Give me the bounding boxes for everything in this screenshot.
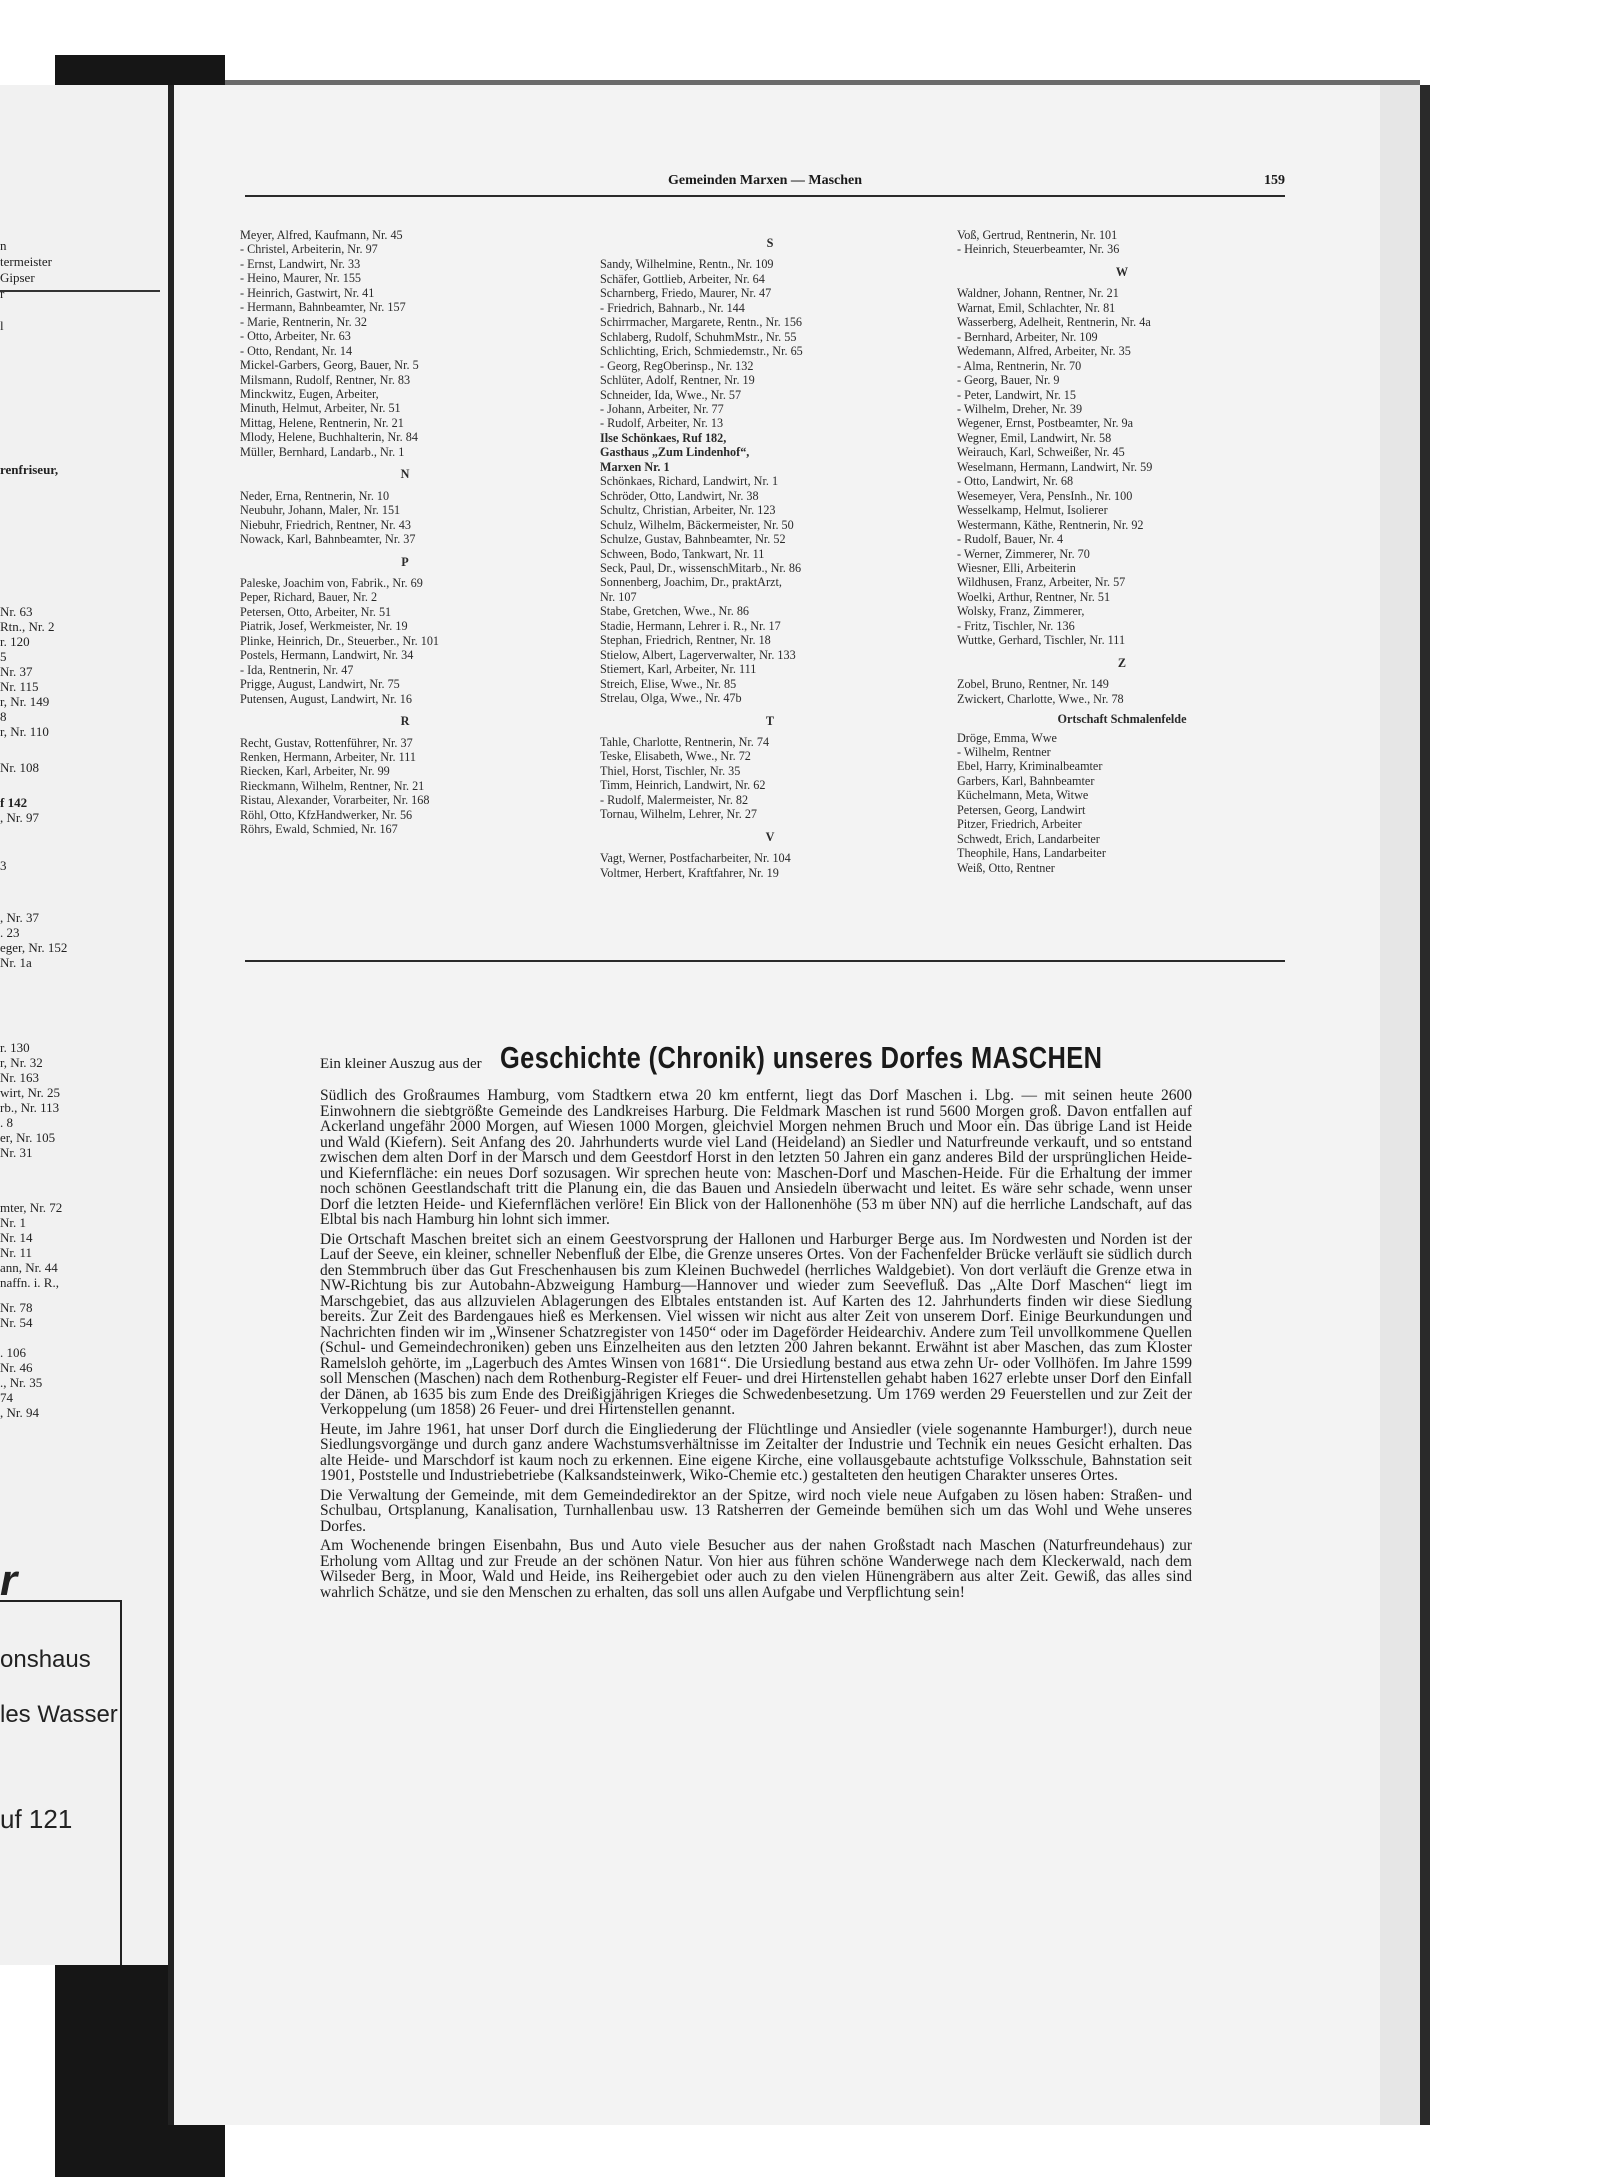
directory-entry: Tornau, Wilhelm, Lehrer, Nr. 27 — [600, 807, 758, 822]
directory-entry: Stadie, Hermann, Lehrer i. R., Nr. 17 — [600, 618, 781, 633]
directory-entry: - Rudolf, Malermeister, Nr. 82 — [600, 792, 749, 807]
directory-entry: - Georg, RegOberinsp., Nr. 132 — [600, 358, 754, 373]
directory-entry: Schirrmacher, Margarete, Rentn., Nr. 156 — [600, 315, 803, 330]
left-page-ad-text: uf 121 — [0, 1804, 73, 1834]
directory-entry: Meyer, Alfred, Kaufmann, Nr. 45 — [240, 228, 403, 242]
advert-entry: Marxen Nr. 1 — [600, 459, 670, 474]
subsection-heading: Ortschaft Schmalenfelde — [1057, 712, 1187, 727]
letter-heading: W — [1115, 264, 1129, 279]
directory-entry: Voß, Gertrud, Rentnerin, Nr. 101 — [957, 228, 1118, 242]
left-page-ad-text: les Wasser — [0, 1701, 118, 1728]
left-page-line: wirt, Nr. 25 — [0, 1085, 60, 1100]
directory-column-2 — [600, 228, 940, 880]
chronicle-paragraph: Südlich des Großraumes Hamburg, vom Stadtkern etwa 20 km entfernt, liegt das Dorf Maschen i. Lbg. — mit seinen heute 2600 Einwohnern die siebtgrößte Gemeinde des Landkreises Harburg. Die Feldmark Maschen ist rund 5600 Morgen groß. Davon entfallen auf Ackerland ungefähr 2000 Morgen, auf Wiesen 1000 Morgen, gleichviel Morgen nehmen Bruch und Moor ein. Das übrige Land ist Heide und Wald (Kiefern). Seit Anfang des 20. Jahrhunderts wurde viel Land (Heideland) an Siedler und Naturfreunde verkauft, und so entstand zwischen dem alten Dorf in der Marsch und dem Geestdorf Horst in den letzten 50 Jahren ein ganz anderes Bild der ursprünglichen Heide- und Kiefernfläche: ein neues Dorf sozusagen. Wir sprechen heute von: Maschen-Dorf und Maschen-Heide. Für die Erhaltung der immer noch schönen Geestlandschaft tritt die Planung ein, die das Bauen und Ansiedeln überwacht und leitet. Es wäre sehr schade, wenn unser Dorf die letzten Heide- und Kiefernflächen verlöre! Ein Blick von der Hallonenhöhe (53 m über NN) auf die herrliche Landschaft, auf das Elbtal bis nach Hamburg hin lohnt sich immer. — [320, 1087, 1192, 1228]
directory-entry: Woelki, Arthur, Rentner, Nr. 51 — [957, 589, 1111, 604]
directory-entry: - Georg, Bauer, Nr. 9 — [957, 373, 1060, 388]
left-page-line: Nr. 11 — [0, 1245, 33, 1260]
directory-entry: Röhl, Otto, KfzHandwerker, Nr. 56 — [240, 807, 413, 822]
directory-entry: - Heino, Maurer, Nr. 155 — [240, 271, 362, 286]
directory-entry: Stiemert, Karl, Arbeiter, Nr. 111 — [600, 662, 757, 677]
directory-entry: Streich, Elise, Wwe., Nr. 85 — [600, 676, 737, 691]
left-page-line: 74 — [0, 1390, 13, 1405]
left-page-line: l — [0, 318, 4, 333]
directory-entry: Vagt, Werner, Postfacharbeiter, Nr. 104 — [600, 851, 791, 866]
left-page-ad-text: r — [0, 1556, 18, 1605]
left-page-line: renfriseur, — [0, 462, 59, 477]
letter-heading: T — [765, 713, 775, 728]
directory-entry: Nr. 107 — [600, 589, 637, 604]
directory-entry: Westermann, Käthe, Rentnerin, Nr. 92 — [957, 517, 1144, 532]
directory-entry: Riecken, Karl, Arbeiter, Nr. 99 — [240, 764, 390, 779]
chronicle-paragraph: Am Wochenende bringen Eisenbahn, Bus und Auto viele Besucher aus der nahen Großstadt nach Maschen (Naturfreundehaus) zur Erholung vom Alltag und zur Freude an der schönen Natur. Von hier aus führen schöne Wanderwege nach dem Kleckerwald, nach dem Wilseder Berg, in Moor, Wald und Heide, ins Reihergebiet oder auch zu den vielen Hünengräbern aus alter Zeit. Gewiß, das alles sind wahrlich Schätze, und sie den Menschen zu erhalten, das soll uns allen Aufgabe und Verpflichtung sein! — [320, 1537, 1192, 1601]
directory-entry: Theophile, Hans, Landarbeiter — [957, 846, 1106, 861]
left-page-line: er, Nr. 105 — [0, 1130, 56, 1145]
directory-entry: - Otto, Rendant, Nr. 14 — [240, 343, 353, 358]
directory-entry: Küchelmann, Meta, Witwe — [957, 788, 1089, 803]
directory-entry: - Johann, Arbeiter, Nr. 77 — [600, 401, 724, 416]
directory-entry: Postels, Hermann, Landwirt, Nr. 34 — [240, 648, 414, 663]
directory-entry: Warnat, Emil, Schlachter, Nr. 81 — [957, 300, 1116, 315]
directory-entry: - Alma, Rentnerin, Nr. 70 — [957, 358, 1082, 373]
directory-entry: Wegner, Emil, Landwirt, Nr. 58 — [957, 430, 1112, 445]
directory-column-3 — [957, 228, 1287, 875]
directory-entry: Weselmann, Hermann, Landwirt, Nr. 59 — [957, 459, 1153, 474]
directory-entry: Piatrik, Josef, Werkmeister, Nr. 19 — [240, 619, 408, 634]
directory-entry: Waldner, Johann, Rentner, Nr. 21 — [957, 286, 1119, 301]
directory-entry: Zwickert, Charlotte, Wwe., Nr. 78 — [957, 691, 1124, 706]
left-page-line: Nr. 108 — [0, 760, 39, 775]
header-title: Gemeinden Marxen — Maschen — [667, 173, 863, 188]
right-edge-strip — [1420, 85, 1430, 2125]
header-rule — [245, 195, 1285, 197]
letter-heading: Z — [1117, 655, 1127, 670]
directory-entry: Putensen, August, Landwirt, Nr. 16 — [240, 691, 412, 706]
left-page-line: Nr. 54 — [0, 1315, 33, 1330]
directory-entry: Niebuhr, Friedrich, Rentner, Nr. 43 — [240, 517, 411, 532]
letter-heading: P — [401, 554, 409, 569]
left-page-line: r. 120 — [0, 634, 30, 649]
directory-entry: Minuth, Helmut, Arbeiter, Nr. 51 — [240, 401, 401, 416]
left-page-ad-text: onshaus — [0, 1646, 91, 1673]
directory-entry: Weiß, Otto, Rentner — [957, 860, 1055, 875]
left-page-line: ann, Nr. 44 — [0, 1260, 58, 1275]
left-page-line: Nr. 1a — [0, 955, 32, 970]
directory-entry: Schröder, Otto, Landwirt, Nr. 38 — [600, 488, 759, 503]
left-page-line: f 142 — [0, 795, 28, 810]
directory-entry: Müller, Bernhard, Landarb., Nr. 1 — [240, 444, 405, 459]
directory-entry: Neubuhr, Johann, Maler, Nr. 151 — [240, 503, 401, 518]
directory-entry: Mickel-Garbers, Georg, Bauer, Nr. 5 — [240, 358, 419, 373]
left-page-line: eger, Nr. 152 — [0, 940, 68, 955]
directory-entry: Schönkaes, Richard, Landwirt, Nr. 1 — [600, 474, 779, 489]
left-page-line: Nr. 163 — [0, 1070, 39, 1085]
directory-entry: Wegener, Ernst, Postbeamter, Nr. 9a — [957, 416, 1134, 431]
left-page-line: r. 130 — [0, 1040, 30, 1055]
directory-entry: Wedemann, Alfred, Arbeiter, Nr. 35 — [957, 344, 1131, 359]
directory-entry: - Hermann, Bahnbeamter, Nr. 157 — [240, 300, 406, 315]
directory-entry: Schneider, Ida, Wwe., Nr. 57 — [600, 387, 742, 402]
directory-entry: Schween, Bodo, Tankwart, Nr. 11 — [600, 546, 765, 561]
directory-entry: Renken, Hermann, Arbeiter, Nr. 111 — [240, 749, 416, 764]
directory-entry: Ebel, Harry, Kriminalbeamter — [957, 759, 1103, 774]
directory-entry: Schlüter, Adolf, Rentner, Nr. 19 — [600, 373, 755, 388]
left-page-line: rb., Nr. 113 — [0, 1100, 60, 1115]
directory-entry: Sandy, Wilhelmine, Rentn., Nr. 109 — [600, 257, 774, 272]
directory-entry: Stabe, Gretchen, Wwe., Nr. 86 — [600, 604, 750, 619]
directory-entry: Dröge, Emma, Wwe — [957, 730, 1057, 745]
directory-column-1 — [240, 228, 570, 837]
left-page-line: n — [0, 238, 7, 253]
directory-entry: Prigge, August, Landwirt, Nr. 75 — [240, 677, 400, 692]
directory-entry: Schulze, Gustav, Bahnbeamter, Nr. 52 — [600, 532, 786, 547]
directory-entry: Schulz, Wilhelm, Bäckermeister, Nr. 50 — [600, 517, 794, 532]
left-page-line: r — [0, 286, 5, 301]
letter-heading: R — [400, 714, 410, 729]
directory-entry: Teske, Elisabeth, Wwe., Nr. 72 — [600, 749, 751, 764]
directory-entry: Garbers, Karl, Bahnbeamter — [957, 773, 1095, 788]
advert-entry: Gasthaus „Zum Lindenhof“, — [600, 445, 750, 460]
left-page-line: 3 — [0, 858, 7, 873]
directory-entry: Minckwitz, Eugen, Arbeiter, — [240, 386, 379, 401]
left-page-line: Nr. 31 — [0, 1145, 33, 1160]
left-page-line: ., Nr. 35 — [0, 1375, 43, 1390]
directory-entry: Recht, Gustav, Rottenführer, Nr. 37 — [240, 735, 413, 750]
directory-entry: - Rudolf, Bauer, Nr. 4 — [957, 532, 1064, 547]
directory-entry: Schäfer, Gottlieb, Arbeiter, Nr. 64 — [600, 271, 765, 286]
left-page-line: , Nr. 94 — [0, 1405, 39, 1420]
letter-heading: N — [400, 467, 410, 482]
directory-entry: - Heinrich, Steuerbeamter, Nr. 36 — [957, 242, 1120, 257]
left-page-line: Nr. 37 — [0, 664, 33, 679]
left-page-line: , Nr. 97 — [0, 810, 39, 825]
directory-entry: - Rudolf, Arbeiter, Nr. 13 — [600, 416, 724, 431]
letter-heading: S — [766, 236, 774, 250]
left-page-line: Nr. 46 — [0, 1360, 33, 1375]
directory-entry: Wesselkamp, Helmut, Isolierer — [957, 503, 1108, 518]
right-margin — [1380, 85, 1420, 2125]
directory-entry: Seck, Paul, Dr., wissenschMitarb., Nr. 86 — [600, 560, 802, 575]
directory-entry: - Wilhelm, Rentner — [957, 744, 1051, 759]
chronicle-paragraph: Die Verwaltung der Gemeinde, mit dem Gemeindedirektor an der Spitze, wird noch viele neue Aufgaben zu lösen haben: Straßen- und Schulbau, Ortsplanung, Kanalisation, Turnhallenbau usw. 13 Ratsherren der Gemeinde bemühen sich um das Wohl und Wehe unseres Dorfes. — [320, 1486, 1192, 1535]
directory-entry: - Bernhard, Arbeiter, Nr. 109 — [957, 329, 1098, 344]
chronicle-heading — [320, 1040, 1280, 1076]
directory-entry: - Ida, Rentnerin, Nr. 47 — [240, 662, 354, 677]
directory-entry: - Fritz, Tischler, Nr. 136 — [957, 618, 1075, 633]
directory-entry: Wesemeyer, Vera, PensInh., Nr. 100 — [957, 488, 1133, 503]
left-page-line: Nr. 14 — [0, 1230, 33, 1245]
directory-entry: Wildhusen, Franz, Arbeiter, Nr. 57 — [957, 575, 1126, 590]
chronicle-body — [320, 1088, 1192, 1604]
directory-entry: Peper, Richard, Bauer, Nr. 2 — [240, 590, 378, 605]
directory-entry: Rieckmann, Wilhelm, Rentner, Nr. 21 — [240, 778, 425, 793]
directory-entry: Schlichting, Erich, Schmiedemstr., Nr. 65 — [600, 344, 803, 359]
directory-entry: Wuttke, Gerhard, Tischler, Nr. 111 — [957, 633, 1126, 648]
chronicle-pre-title: Ein kleiner Auszug aus der — [320, 1056, 482, 1072]
directory-entry: Schultz, Christian, Arbeiter, Nr. 123 — [600, 503, 776, 518]
directory-entry: Petersen, Georg, Landwirt — [957, 802, 1086, 817]
left-page-line: r, Nr. 110 — [0, 724, 49, 739]
directory-entry: Neder, Erna, Rentnerin, Nr. 10 — [240, 488, 390, 503]
directory-entry: Röhrs, Ewald, Schmied, Nr. 167 — [240, 822, 398, 837]
directory-entry: Schwedt, Erich, Landarbeiter — [957, 831, 1100, 846]
directory-entry: Nowack, Karl, Bahnbeamter, Nr. 37 — [240, 532, 416, 547]
directory-entry: - Peter, Landwirt, Nr. 15 — [957, 387, 1076, 402]
directory-entry: Ristau, Alexander, Vorarbeiter, Nr. 168 — [240, 793, 430, 808]
directory-entry: - Heinrich, Gastwirt, Nr. 41 — [240, 285, 375, 300]
directory-entry: - Friedrich, Bahnarb., Nr. 144 — [600, 300, 745, 315]
letter-heading: V — [765, 829, 775, 844]
directory-entry: Pitzer, Friedrich, Arbeiter — [957, 817, 1082, 832]
directory-entry: Scharnberg, Friedo, Maurer, Nr. 47 — [600, 286, 772, 301]
advert-entry: Ilse Schönkaes, Ruf 182, — [600, 430, 727, 445]
left-page-line: Nr. 63 — [0, 604, 33, 619]
left-page-line: r, Nr. 149 — [0, 694, 50, 709]
left-page-line: naffn. i. R., — [0, 1275, 59, 1290]
left-page-line: 8 — [0, 709, 7, 724]
directory-entry: Petersen, Otto, Arbeiter, Nr. 51 — [240, 604, 392, 619]
directory-entry: Strelau, Olga, Wwe., Nr. 47b — [600, 691, 742, 706]
directory-entry: - Marie, Rentnerin, Nr. 32 — [240, 314, 367, 329]
directory-entry: Sonnenberg, Joachim, Dr., praktArzt, — [600, 575, 782, 590]
left-page-line: . 23 — [0, 925, 20, 940]
directory-entry: Stielow, Albert, Lagerverwalter, Nr. 133 — [600, 647, 796, 662]
left-page-line: mter, Nr. 72 — [0, 1200, 63, 1215]
directory-entry: Plinke, Heinrich, Dr., Steuerber., Nr. 101 — [240, 633, 440, 648]
left-page-line: , Nr. 37 — [0, 910, 39, 925]
directory-entry: Tahle, Charlotte, Rentnerin, Nr. 74 — [600, 734, 770, 749]
left-page-line: Nr. 1 — [0, 1215, 26, 1230]
directory-entry: Voltmer, Herbert, Kraftfahrer, Nr. 19 — [600, 865, 779, 880]
directory-entry: Zobel, Bruno, Rentner, Nr. 149 — [957, 677, 1109, 692]
directory-entry: Weirauch, Karl, Schweißer, Nr. 45 — [957, 445, 1125, 460]
left-page-line: Gipser — [0, 270, 35, 285]
left-page-line: . 8 — [0, 1115, 13, 1130]
directory-entry: Milsmann, Rudolf, Rentner, Nr. 83 — [240, 372, 411, 387]
directory-entry: Thiel, Horst, Tischler, Nr. 35 — [600, 763, 741, 778]
left-page-line: r, Nr. 32 — [0, 1055, 43, 1070]
directory-entry: Wasserberg, Adelheit, Rentnerin, Nr. 4a — [957, 315, 1151, 330]
left-page-line: Nr. 115 — [0, 679, 39, 694]
left-page-fragment — [0, 85, 168, 1965]
directory-entry: Schlaberg, Rudolf, SchuhmMstr., Nr. 55 — [600, 329, 797, 344]
directory-entry: Paleske, Joachim von, Fabrik., Nr. 69 — [240, 575, 423, 590]
left-page-line: 5 — [0, 649, 7, 664]
directory-entry: - Christel, Arbeiterin, Nr. 97 — [240, 242, 378, 257]
directory-entry: - Otto, Landwirt, Nr. 68 — [957, 474, 1074, 489]
directory-entry: Wolsky, Franz, Zimmerer, — [957, 604, 1085, 619]
directory-entry: - Otto, Arbeiter, Nr. 63 — [240, 329, 351, 344]
chronicle-paragraph: Die Ortschaft Maschen breitet sich an einem Geestvorsprung der Hallonen und Harburger Berge aus. Im Nordwesten und Norden ist der Lauf der Seeve, ein kleiner, schneller Nebenfluß der Elbe, die Grenze unseres Ortes. Von der Fachenfelder Brücke verläuft sie südlich durch den Stemmbruch über das Gut Freschenhausen bis zum Kleinen Buchwedel (herrliches Waldgebiet). Von dort verläuft die Grenze etwa in NW-Richtung bis zur Autobahn-Abzweigung Hamburg—Hannover und wieder zum Seevefluß. Das „Alte Dorf Maschen“ liegt im Marschgebiet, das aus allzuvielen Ablagerungen des Elbtales entstanden ist. Auf Karten des 12. Jahrhunderts finden wir diese Siedlung bereits. Zur Zeit des Bardengaues hieß es Merkensen. Viel wissen wir nicht aus alter Zeit von unserem Dorf. Einige Beurkundungen und Nachrichten finden wir im „Winsener Schatzregister von 1450“ oder im Dageförder Heidearchiv. Andere zum Teil unvollkommene Quellen (Schul- und Gemeindechroniken) geben uns Einzelheiten aus den letzten 200 Jahren bekannt. Erwähnt ist aber Maschen, das zum Kloster Ramelsloh gehörte, im „Lagerbuch des Amtes Winsen von 1681“. Die Ursiedlung bestand aus etwa zehn Ur- oder Vollhöfen. Im Jahre 1599 soll Menschen (Maschen) nach dem Rothenburg-Register elf Feuer- und drei Hirtenstellen gehabt haben 1627 erlebte unser Dorf den Einfall der Dänen, ab 1635 bis zum Ende des Dreißigjährigen Krieges die Schwedenbesetzung. Um 1769 werden 29 Feuerstellen und zur Zeit der Verkoppelung (um 1858) 26 Feuer- und drei Hirtenstellen genannt. — [320, 1230, 1192, 1418]
chronicle-title: Geschichte (Chronik) unseres Dorfes MASCHEN — [499, 1040, 1103, 1075]
directory-entry: Timm, Heinrich, Landwirt, Nr. 62 — [600, 778, 766, 793]
directory-entry: Mittag, Helene, Rentnerin, Nr. 21 — [240, 415, 404, 430]
directory-entry: - Wilhelm, Dreher, Nr. 39 — [957, 401, 1083, 416]
left-page-line: Rtn., Nr. 2 — [0, 619, 55, 634]
directory-entry: - Ernst, Landwirt, Nr. 33 — [240, 256, 361, 271]
directory-entry: Mlody, Helene, Buchhalterin, Nr. 84 — [240, 430, 418, 445]
left-page-rule — [0, 290, 160, 292]
directory-entry: Wiesner, Elli, Arbeiterin — [957, 560, 1076, 575]
left-page-line: . 106 — [0, 1345, 26, 1360]
directory-entry: Stephan, Friedrich, Rentner, Nr. 18 — [600, 633, 771, 648]
section-rule — [245, 960, 1285, 962]
left-page-line: termeister — [0, 254, 52, 269]
page-number: 159 — [1264, 173, 1285, 188]
chronicle-paragraph: Heute, im Jahre 1961, hat unser Dorf durch die Eingliederung der Flüchtlinge und Ansiedler (viele sogenannte Hamburger!), durch neue Siedlungsvorgänge und durch ganz andere Wachstumsverhältnisse im Zeitalter der Industrie und Technik ein neues Gesicht erhalten. Das alte Heide- und Marschdorf ist kaum noch zu erkennen. Eine eigene Kirche, eine vollausgebaute achtstufige Volksschule, Bahnstation seit 1901, Poststelle und Industriebetriebe (Kalksandsteinwerk, Wiko-Chemie etc.) gestalteten den heutigen Charakter unseres Ortes. — [320, 1420, 1192, 1484]
left-page-line: Nr. 78 — [0, 1300, 33, 1315]
directory-entry: - Werner, Zimmerer, Nr. 70 — [957, 546, 1090, 561]
